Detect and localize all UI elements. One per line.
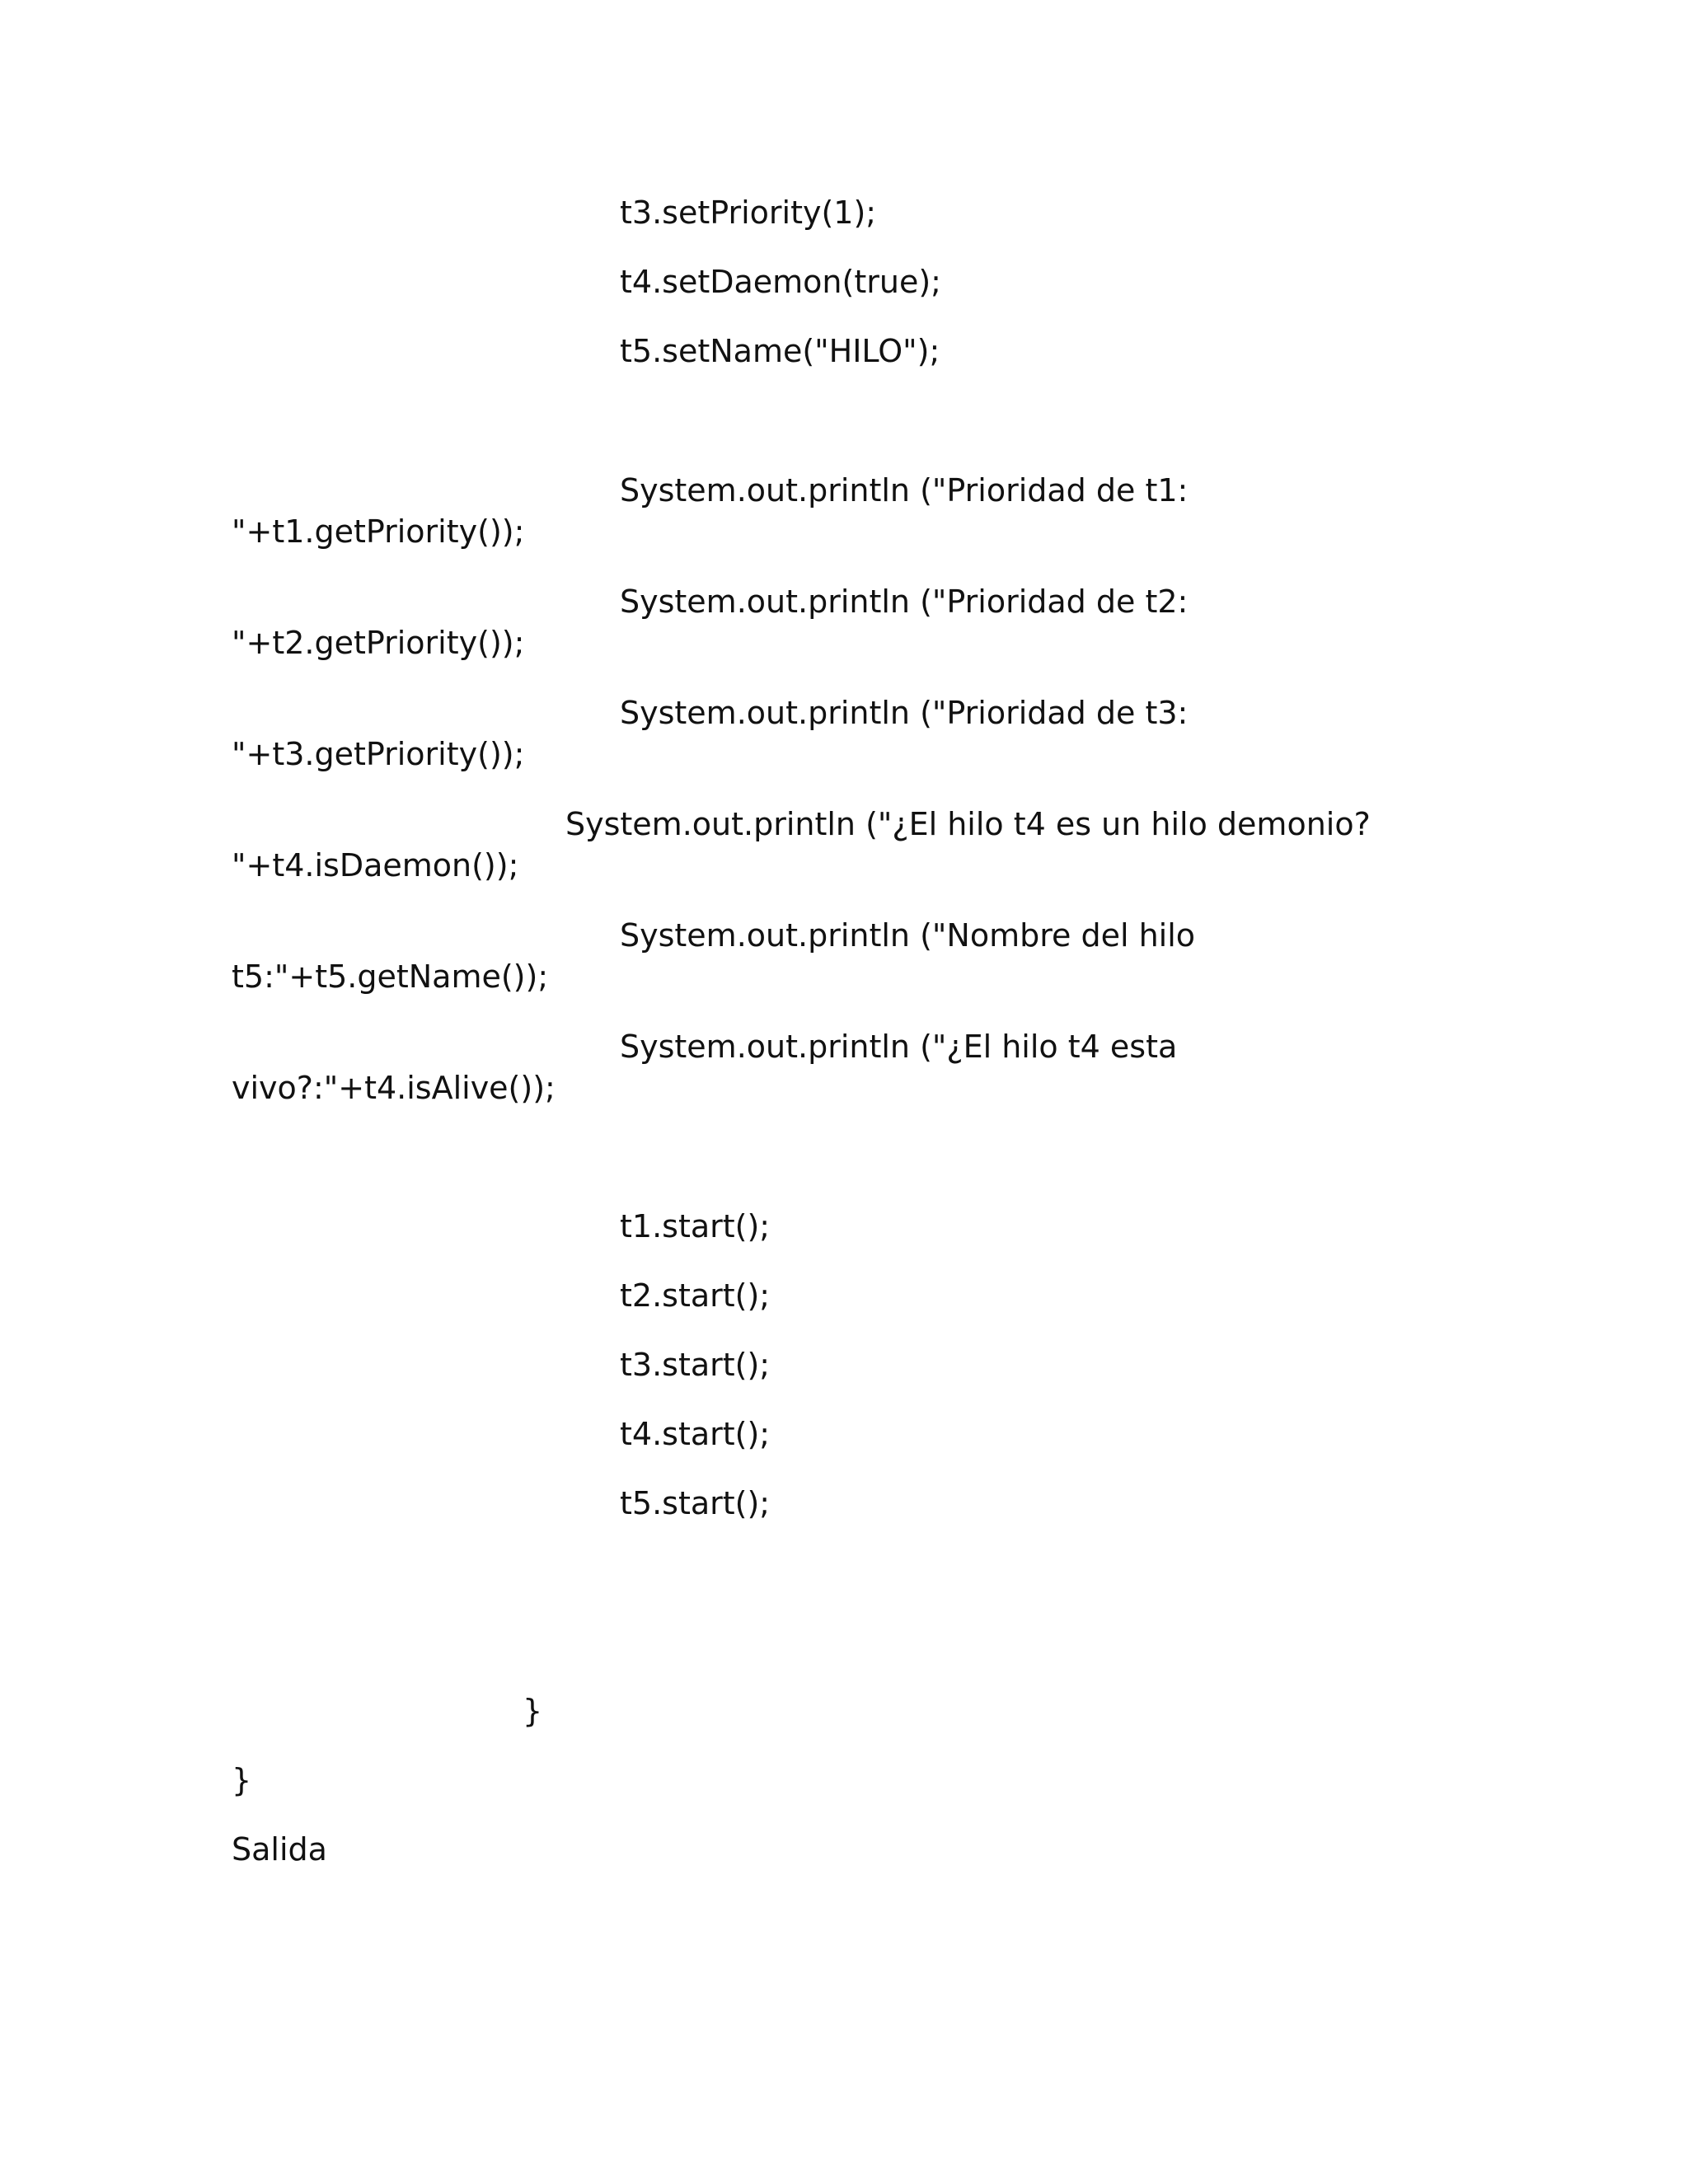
- code-line-method-close-brace: }: [523, 1693, 543, 1729]
- code-line-println-daemon-cont: "+t4.isDaemon());: [232, 847, 519, 883]
- code-line-t4-start: t4.start();: [620, 1416, 771, 1452]
- section-label-salida: Salida: [232, 1831, 327, 1868]
- code-line-println-t2: System.out.println ("Prioridad de t2:: [620, 583, 1189, 620]
- code-line-t2-start: t2.start();: [620, 1277, 771, 1314]
- code-line-println-daemon: System.out.println ("¿El hilo t4 es un hilo demonio?: [565, 806, 1371, 842]
- code-line-println-t3: System.out.println ("Prioridad de t3:: [620, 695, 1189, 731]
- code-line-class-close-brace: }: [232, 1762, 252, 1798]
- code-line-println-name-cont: t5:"+t5.getName());: [232, 958, 549, 995]
- code-line-println-alive: System.out.println ("¿El hilo t4 esta: [620, 1029, 1178, 1065]
- code-line-println-name: System.out.println ("Nombre del hilo: [620, 917, 1196, 954]
- code-line-println-alive-cont: vivo?:"+t4.isAlive());: [232, 1070, 556, 1106]
- code-line-set-daemon: t4.setDaemon(true);: [620, 264, 941, 300]
- code-line-println-t1-cont: "+t1.getPriority());: [232, 513, 525, 550]
- code-line-t3-start: t3.start();: [620, 1347, 771, 1383]
- code-line-println-t3-cont: "+t3.getPriority());: [232, 736, 525, 772]
- code-line-t5-start: t5.start();: [620, 1485, 771, 1521]
- code-line-set-name: t5.setName("HILO");: [620, 333, 940, 369]
- code-line-set-priority: t3.setPriority(1);: [620, 194, 877, 231]
- code-line-println-t2-cont: "+t2.getPriority());: [232, 625, 525, 661]
- code-line-println-t1: System.out.println ("Prioridad de t1:: [620, 472, 1189, 509]
- code-line-t1-start: t1.start();: [620, 1208, 771, 1244]
